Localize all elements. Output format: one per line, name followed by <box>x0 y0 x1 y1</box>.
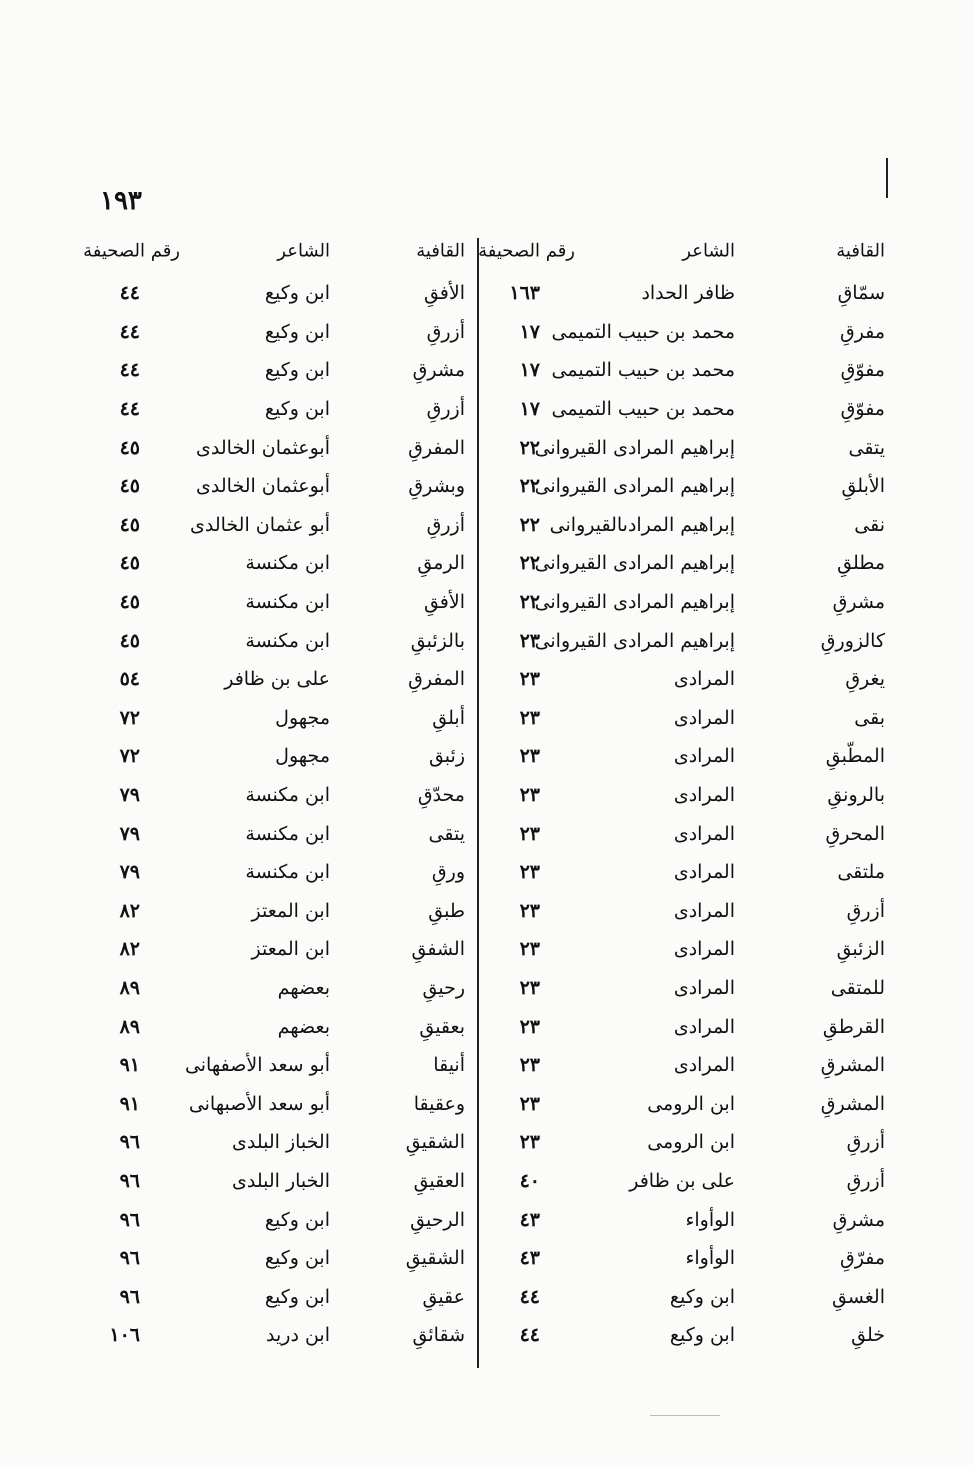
table-row <box>485 428 885 467</box>
table-row <box>485 467 885 506</box>
table-row <box>85 1239 465 1278</box>
page-number-cell: ٤٠ <box>519 1169 540 1192</box>
rhyme-cell: مفرّقِ <box>839 1247 885 1270</box>
page-number-cell: ٤٤ <box>119 359 140 382</box>
table-row <box>85 351 465 390</box>
poet-cell: محمد بن حبيب التميمى <box>551 398 735 421</box>
page-number-cell: ٨٩ <box>119 1015 140 1038</box>
rhyme-cell: المشرقِ <box>820 1054 885 1077</box>
rhyme-cell: بقى <box>854 706 885 729</box>
page-number-cell: ٨٢ <box>119 899 140 922</box>
table-row <box>85 930 465 969</box>
poet-cell: أبو سعد الأصبهانى <box>188 1092 330 1115</box>
header-rhyme: القافية <box>416 240 465 262</box>
rhyme-cell: الشفقِ <box>411 938 465 961</box>
poet-cell: أبوعثمان الخالدى <box>196 475 330 498</box>
header-poet: الشاعر <box>277 240 330 262</box>
page-number-cell: ٢٣ <box>519 861 540 884</box>
page-number-cell: ٢٣ <box>519 1092 540 1115</box>
rhyme-cell: مفوّقِ <box>840 359 885 382</box>
table-row <box>85 506 465 545</box>
table-row <box>85 776 465 815</box>
poet-cell: الخباز البلدى <box>231 1131 330 1154</box>
rhyme-cell: طبقِ <box>428 899 465 922</box>
poet-cell: المرادى <box>673 745 735 768</box>
poet-cell: المرادى <box>673 976 735 999</box>
poet-cell: ابن مكنسة <box>245 784 330 807</box>
rhyme-cell: الأفقِ <box>423 591 465 614</box>
page-number-cell: ٤٥ <box>119 513 140 536</box>
rhyme-cell: وعقيقا <box>413 1092 465 1115</box>
table-row <box>85 390 465 429</box>
page-number-cell: ٩٦ <box>119 1247 140 1270</box>
page-number-cell: ٢٣ <box>519 745 540 768</box>
poet-cell: أبو سعد الأصفهانى <box>184 1054 330 1077</box>
poet-cell: ابن الرومى <box>647 1092 735 1115</box>
table-row <box>85 544 465 583</box>
poet-cell: على بن ظافر <box>629 1169 735 1192</box>
poet-cell: مجهول <box>275 745 330 768</box>
poet-cell: ابن وكيع <box>669 1324 735 1347</box>
poet-cell: مجهول <box>275 706 330 729</box>
rhyme-cell: الشقيقِ <box>405 1131 465 1154</box>
table-row <box>85 467 465 506</box>
rhyme-cell: أزرقِ <box>426 513 465 536</box>
table-row <box>485 274 885 313</box>
table-row <box>485 1046 885 1085</box>
table-row <box>485 1007 885 1046</box>
poet-cell: محمد بن حبيب التميمى <box>551 359 735 382</box>
rhyme-cell: ملتقى <box>837 861 885 884</box>
rhyme-cell: المحرقِ <box>825 822 885 845</box>
table-row <box>85 737 465 776</box>
page-number-cell: ٢٣ <box>519 938 540 961</box>
poet-cell: ابن مكنسة <box>245 552 330 575</box>
page-number-cell: ٤٤ <box>519 1285 540 1308</box>
rhyme-cell: أزرقِ <box>846 899 885 922</box>
table-row <box>485 776 885 815</box>
rhyme-cell: بالرونقِ <box>827 784 885 807</box>
rhyme-cell: مطلقِ <box>837 552 885 575</box>
poet-cell: ابن مكنسة <box>245 629 330 652</box>
page-number-cell: ٧٢ <box>119 745 140 768</box>
rhyme-cell: أنيقا <box>433 1054 465 1077</box>
rhyme-cell: كالزورقِ <box>820 629 885 652</box>
column-divider <box>477 238 479 1368</box>
table-row <box>485 351 885 390</box>
page-number-cell: ٩٦ <box>119 1169 140 1192</box>
page-number-cell: ٤٤ <box>119 282 140 305</box>
rhyme-cell: وبشرقِ <box>408 475 465 498</box>
header-page: رقم الصحيفة <box>478 240 575 262</box>
rhyme-cell: نقى <box>854 513 885 536</box>
page-number-cell: ٤٥ <box>119 552 140 575</box>
page-number-cell: ٢٣ <box>519 822 540 845</box>
table-row <box>85 969 465 1008</box>
rhyme-cell: الأفقِ <box>423 282 465 305</box>
table-row <box>85 583 465 622</box>
rhyme-cell: رحيقِ <box>422 976 465 999</box>
page-number-cell: ٤٥ <box>119 436 140 459</box>
table-row <box>485 1200 885 1239</box>
poet-cell: ابن وكيع <box>264 320 330 343</box>
table-row <box>485 544 885 583</box>
page-number-cell: ٩١ <box>119 1092 140 1115</box>
table-row <box>85 1007 465 1046</box>
table-row <box>485 930 885 969</box>
page-number-cell: ١٧ <box>519 320 540 343</box>
poet-cell: ابن وكيع <box>264 1247 330 1270</box>
poet-cell: ابن وكيع <box>669 1285 735 1308</box>
table-row <box>85 660 465 699</box>
page-number-cell: ٨٩ <box>119 976 140 999</box>
rhyme-cell: خلقِ <box>851 1324 885 1347</box>
page-number-cell: ٧٩ <box>119 861 140 884</box>
table-row <box>485 313 885 352</box>
table-row <box>485 1162 885 1201</box>
poet-cell: ابن وكيع <box>264 282 330 305</box>
margin-rule <box>886 158 888 198</box>
page-number-cell: ٢٣ <box>519 629 540 652</box>
poet-cell: المرادى <box>673 822 735 845</box>
page-number-cell: ٤٤ <box>119 320 140 343</box>
table-row <box>485 1084 885 1123</box>
table-row <box>85 428 465 467</box>
rhyme-cell: شقائقِ <box>412 1324 465 1347</box>
rhyme-cell: عقيقِ <box>422 1285 465 1308</box>
rhyme-cell: الغسقِ <box>831 1285 885 1308</box>
page-number-cell: ٥٤ <box>119 668 140 691</box>
rhyme-cell: بعقيقِ <box>419 1015 465 1038</box>
poet-cell: إبراهيم المرادى القيروانى <box>534 629 735 652</box>
table-row <box>85 1277 465 1316</box>
poet-cell: المرادى <box>673 706 735 729</box>
poet-cell: المرادى <box>673 1054 735 1077</box>
poet-cell: الوأواء <box>685 1247 735 1270</box>
poet-cell: ابن وكيع <box>264 1285 330 1308</box>
rhyme-cell: يتقى <box>848 436 885 459</box>
rhyme-cell: للمتقى <box>830 976 885 999</box>
table-row <box>85 274 465 313</box>
page-number-cell: ٢٣ <box>519 1054 540 1077</box>
page-number-cell: ٤٥ <box>119 475 140 498</box>
poet-cell: محمد بن حبيب التميمى <box>551 320 735 343</box>
poet-cell: ابن وكيع <box>264 359 330 382</box>
page-number-cell: ١٠٦ <box>109 1324 140 1347</box>
rhyme-cell: مشرقِ <box>832 591 885 614</box>
poet-cell: إبراهيم المرادى القيروانى <box>534 436 735 459</box>
poet-cell: ابن المعتز <box>251 938 330 961</box>
page-number-cell: ٤٥ <box>119 591 140 614</box>
table-row <box>485 660 885 699</box>
rhyme-cell: أزرقِ <box>846 1131 885 1154</box>
page-number-cell: ٩٦ <box>119 1285 140 1308</box>
page-number-cell: ٧٢ <box>119 706 140 729</box>
rhyme-cell: مشرقِ <box>832 1208 885 1231</box>
page-number-cell: ٤٤ <box>119 398 140 421</box>
page-number-cell: ٢٣ <box>519 706 540 729</box>
page-number-cell: ٢٢ <box>519 591 540 614</box>
table-row <box>85 1123 465 1162</box>
table-row <box>85 1162 465 1201</box>
page-number-cell: ١٦٣ <box>509 282 540 305</box>
rhyme-cell: أبلقِ <box>432 706 465 729</box>
table-row <box>85 699 465 738</box>
page-number-cell: ٢٣ <box>519 668 540 691</box>
page-number-cell: ٤٥ <box>119 629 140 652</box>
right-index-table <box>478 228 885 1355</box>
poet-cell: المرادى <box>673 784 735 807</box>
poet-cell: ابن وكيع <box>264 398 330 421</box>
rhyme-cell: زئبق <box>428 745 465 768</box>
poet-cell: المرادى <box>673 668 735 691</box>
poet-cell: المرادى <box>673 899 735 922</box>
page-number-cell: ١٧ <box>519 359 540 382</box>
rhyme-cell: محدّقِ <box>417 784 465 807</box>
header-rhyme: القافية <box>836 240 885 262</box>
table-row <box>485 892 885 931</box>
rhyme-cell: المشرقِ <box>820 1092 885 1115</box>
table-row <box>85 1316 465 1355</box>
rhyme-cell: المطّبقِ <box>825 745 885 768</box>
rhyme-cell: أزرقِ <box>846 1169 885 1192</box>
poet-cell: أبوعثمان الخالدى <box>196 436 330 459</box>
page-number-cell: ٢٢ <box>519 436 540 459</box>
poet-cell: المرادى <box>673 861 735 884</box>
poet-cell: ابن مكنسة <box>245 822 330 845</box>
table-row <box>485 583 885 622</box>
table-row <box>85 814 465 853</box>
rhyme-cell: أزرقِ <box>426 320 465 343</box>
page-number-cell: ٩٦ <box>119 1208 140 1231</box>
rhyme-cell: العقيقِ <box>413 1169 465 1192</box>
header-page: رقم الصحيفة <box>83 240 180 262</box>
poet-cell: الوأواء <box>685 1208 735 1231</box>
table-row <box>485 621 885 660</box>
poet-cell: أبو عثمان الخالدى <box>189 513 330 536</box>
page-number-cell: ٢٢ <box>519 513 540 536</box>
rhyme-cell: بالزئبقِ <box>410 629 465 652</box>
table-row <box>85 892 465 931</box>
page-number: ١٩٣ <box>100 186 142 216</box>
table-row <box>85 1200 465 1239</box>
rhyme-cell: الرحيقِ <box>410 1208 465 1231</box>
poet-cell: ابن الرومى <box>647 1131 735 1154</box>
rhyme-cell: مفوّقِ <box>840 398 885 421</box>
table-row <box>485 1316 885 1355</box>
poet-cell: إبراهيم المرادى القيروانى <box>534 591 735 614</box>
poet-cell: بعضهم <box>277 976 330 999</box>
poet-cell: إبراهيم المرادى القيروانى <box>534 475 735 498</box>
rhyme-cell: سمّاقِ <box>837 282 885 305</box>
poet-cell: المرادى <box>673 938 735 961</box>
table-header <box>85 228 465 274</box>
rhyme-cell: المفرقِ <box>408 668 465 691</box>
table-row <box>485 1239 885 1278</box>
page-number-cell: ٧٩ <box>119 784 140 807</box>
page-number-cell: ٢٢ <box>519 475 540 498</box>
table-row <box>85 621 465 660</box>
page-number-cell: ٤٣ <box>519 1208 540 1231</box>
table-row <box>485 853 885 892</box>
poet-cell: الخبار البلدى <box>231 1169 330 1192</box>
page-number-cell: ٧٩ <box>119 822 140 845</box>
page-number-cell: ٢٢ <box>519 552 540 575</box>
poet-cell: المرادى <box>673 1015 735 1038</box>
page-number-cell: ٢٣ <box>519 784 540 807</box>
page-number-cell: ٢٣ <box>519 1131 540 1154</box>
table-row <box>485 737 885 776</box>
table-row <box>85 853 465 892</box>
rhyme-cell: يتقى <box>428 822 465 845</box>
poet-cell: ابن وكيع <box>264 1208 330 1231</box>
page-number-cell: ١٧ <box>519 398 540 421</box>
poet-cell: ابن المعتز <box>251 899 330 922</box>
poet-cell: بعضهم <box>277 1015 330 1038</box>
rhyme-cell: ورقِ <box>431 861 465 884</box>
poet-cell: ابن دريد <box>266 1324 330 1347</box>
table-row <box>485 506 885 545</box>
page-number-cell: ٢٣ <box>519 899 540 922</box>
table-row <box>485 1277 885 1316</box>
table-row <box>85 1084 465 1123</box>
table-row <box>485 969 885 1008</box>
poet-cell: إبراهيم المرادىالقيروانى <box>549 513 735 536</box>
rhyme-cell: مشرقِ <box>412 359 465 382</box>
page-number-cell: ٨٢ <box>119 938 140 961</box>
table-row <box>85 1046 465 1085</box>
header-poet: الشاعر <box>682 240 735 262</box>
page-number-cell: ٤٤ <box>519 1324 540 1347</box>
rhyme-cell: الزئبقِ <box>836 938 885 961</box>
table-row <box>485 699 885 738</box>
poet-cell: إبراهيم المرادى القيروانى <box>534 552 735 575</box>
poet-cell: على بن ظافر <box>224 668 330 691</box>
rhyme-cell: الرمقِ <box>417 552 465 575</box>
poet-cell: ابن مكنسة <box>245 861 330 884</box>
poet-cell: ظافر الحداد <box>641 282 735 305</box>
table-row <box>485 390 885 429</box>
page-number-cell: ٢٣ <box>519 976 540 999</box>
rhyme-cell: المفرقِ <box>408 436 465 459</box>
table-row <box>85 313 465 352</box>
left-index-table <box>85 228 465 1355</box>
rhyme-cell: مفرقِ <box>839 320 885 343</box>
rhyme-cell: القرطقِ <box>822 1015 885 1038</box>
table-row <box>485 1123 885 1162</box>
poet-cell: ابن مكنسة <box>245 591 330 614</box>
page-number-cell: ٢٣ <box>519 1015 540 1038</box>
rhyme-cell: الشقيقِ <box>405 1247 465 1270</box>
rhyme-cell: أزرقِ <box>426 398 465 421</box>
table-row <box>485 814 885 853</box>
page-number-cell: ٤٣ <box>519 1247 540 1270</box>
rhyme-cell: يغرقِ <box>845 668 885 691</box>
table-header <box>478 228 885 274</box>
page-number-cell: ٩٦ <box>119 1131 140 1154</box>
rhyme-cell: الأبلقِ <box>841 475 885 498</box>
page-number-cell: ٩١ <box>119 1054 140 1077</box>
footer-line <box>650 1415 720 1416</box>
